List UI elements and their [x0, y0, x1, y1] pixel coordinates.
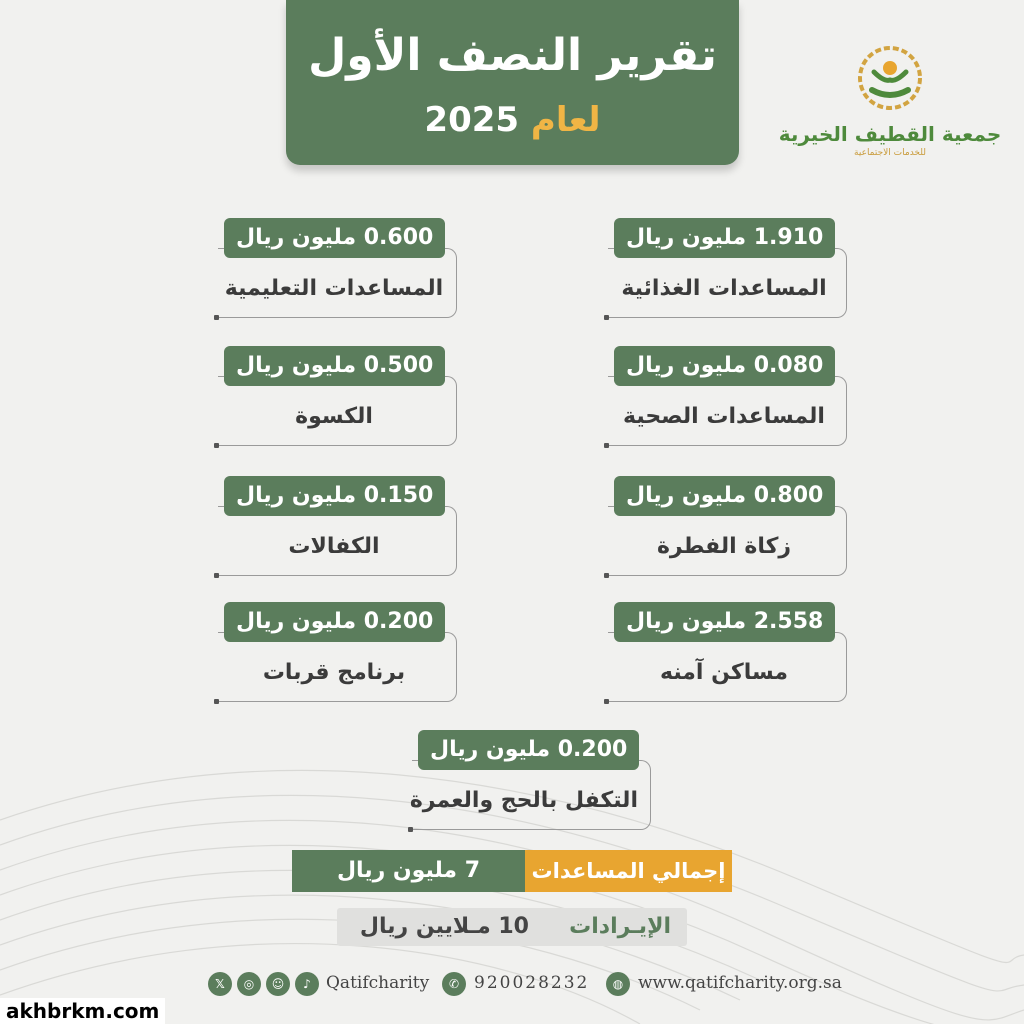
revenue-label: الإيـرادات [569, 914, 671, 939]
phone-number[interactable]: 920028232 [474, 973, 590, 993]
card-health-aid [608, 346, 848, 446]
tiktok-icon[interactable]: ♪ [295, 972, 319, 996]
card-label: الكفالات [288, 534, 380, 559]
card-label: التكفل بالحج والعمرة [409, 788, 638, 813]
social-handle[interactable]: Qatifcharity [326, 973, 430, 993]
instagram-icon[interactable]: ◎ [237, 972, 261, 996]
revenue-value: 10 مـلايين ريال [359, 914, 529, 939]
total-aid-bar [292, 850, 732, 892]
x-twitter-icon[interactable]: 𝕏 [208, 972, 232, 996]
card-label: زكاة الفطرة [656, 534, 792, 559]
card-hajj-umrah [409, 730, 652, 830]
card-label: المساعدات الغذائية [621, 276, 827, 301]
card-clothing [218, 346, 458, 446]
report-title-box [286, 0, 739, 165]
report-year: 2025 [424, 100, 520, 140]
report-title: تقرير النصف الأول [308, 30, 717, 81]
card-label: المساعدات التعليمية [224, 276, 444, 301]
card-qurbat-program [218, 602, 458, 702]
snapchat-icon[interactable]: ☺ [266, 972, 290, 996]
card-amount: 0.200 مليون ريال [224, 602, 445, 642]
year-prefix: لعام [530, 100, 601, 140]
report-year-line [286, 100, 739, 140]
card-amount: 0.080 مليون ريال [614, 346, 835, 386]
charity-name: جمعية القطيف الخيرية [778, 122, 1002, 146]
whatsapp-icon[interactable]: ✆ [442, 972, 466, 996]
revenue-bar [337, 908, 687, 946]
card-amount: 0.800 مليون ريال [614, 476, 835, 516]
website-url[interactable]: www.qatifcharity.org.sa [638, 973, 842, 993]
card-amount: 1.910 مليون ريال [614, 218, 835, 258]
card-amount: 2.558 مليون ريال [614, 602, 835, 642]
footer-contact [208, 970, 842, 998]
card-amount: 0.200 مليون ريال [418, 730, 639, 770]
card-label: مساكن آمنه [659, 660, 788, 685]
card-label: الكسوة [295, 404, 373, 429]
card-label: برنامج قربات [262, 660, 406, 685]
card-zakat-fitr [608, 476, 848, 576]
card-label: المساعدات الصحية [623, 404, 825, 429]
website-icon[interactable]: ◍ [606, 972, 630, 996]
charity-logo [775, 38, 1005, 178]
total-aid-label: إجمالي المساعدات [525, 850, 732, 892]
card-sponsorships [218, 476, 458, 576]
card-education-aid [218, 218, 458, 318]
card-amount: 0.150 مليون ريال [224, 476, 445, 516]
total-aid-value: 7 مليون ريال [292, 850, 525, 892]
watermark: akhbrkm.com [0, 998, 165, 1024]
charity-emblem-icon [850, 38, 930, 118]
card-food-aid [608, 218, 848, 318]
charity-subtitle: للخدمات الاجتماعية [854, 148, 926, 158]
card-amount: 0.600 مليون ريال [224, 218, 445, 258]
card-safe-housing [608, 602, 848, 702]
card-amount: 0.500 مليون ريال [224, 346, 445, 386]
